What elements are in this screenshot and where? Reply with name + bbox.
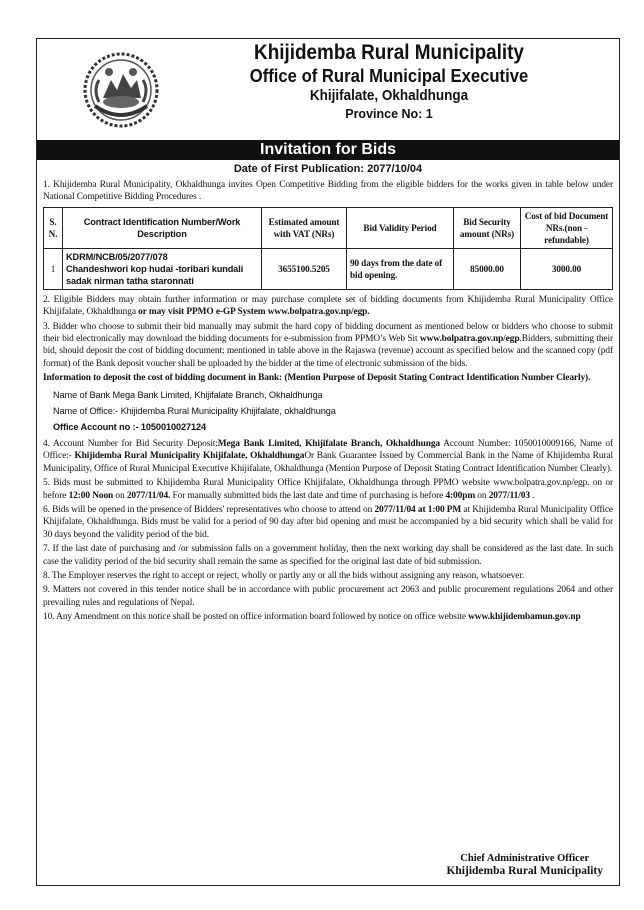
bank-name: Name of Bank Mega Bank Limited, Khijifalate Branch, Okhaldhunga [53, 389, 323, 400]
website-link[interactable]: www.khijidembamun.gov.np [468, 612, 581, 623]
item-4-text: 4. Account Number for Bid Security Deposit: [43, 438, 218, 449]
bids-table [43, 207, 613, 290]
deposit-info-heading: Information to deposit the cost of bidding document in Bank: (Mention Purpose of Deposit Stating Contract Identification Number Clearly). [43, 373, 591, 384]
notice-frame [36, 38, 620, 886]
item-5-on2: on [475, 490, 489, 501]
notice-body [43, 179, 613, 626]
table-row [44, 248, 613, 289]
cell-sn: 1 [44, 248, 63, 289]
cell-cost: 3000.00 [521, 248, 613, 289]
province: Province No: 1 [345, 107, 433, 121]
item-5-manual: For manually submitted bids the last date and time of purchasing is before [170, 490, 446, 501]
item-4-rest: Or Bank Guarantee Issued by Commercial Bank in the Name of Khijidemba Rural Municipality, Office of Rural Municipal Executive Khijifalate, Okhaldhunga (Mention Purpose of Deposit Stating Contract Identification Number Clearly). [43, 451, 614, 474]
table-header-row [44, 207, 613, 248]
contract-id: KDRM/NCB/05/2077/078 [66, 251, 168, 262]
publication-date: Date of First Publication: 2077/10/04 [233, 163, 423, 175]
item-2 [43, 294, 613, 319]
office-name-line: Name of Office:- Khijidemba Rural Municipality Khijifalate, okhaldhunga [53, 406, 336, 417]
notice-banner: Invitation for Bids [37, 140, 619, 160]
item-5-end: . [529, 490, 535, 501]
item-5-text: 5. Bids must be submitted to Khijidemba Rural Municipality Office Khijifalate, Okhaldhunga through PPMO website www.bolpatra.gov.np/egp. on or before [43, 478, 613, 501]
signature-block [446, 853, 603, 877]
office-name: Office of Rural Municipal Executive [249, 65, 529, 86]
item-8: 8. The Employer reserves the right to accept or reject, wholly or partly any or all the bids without assigning any reason, whatsoever. [43, 570, 525, 581]
municipality-name: Khijidemba Rural Municipality [254, 41, 524, 64]
nepal-emblem-icon [81, 50, 161, 130]
item-3-text: 3. Bidder who choose to submit their bid manually may submit the hard copy of bidding document as mentioned below or bidders who choose to submit their bid electronically may download the bidding documents for e-submission from PPMO’s Web Sit [43, 321, 613, 345]
item-7: 7. If the last date of purchasing and /or submission falls on a government holiday, then the next working day shall be considered as the last date. In such case the validity period of the bid security shall remain the same as specified for the original last date of bid submission. [43, 544, 613, 567]
item-5-date: 2077/11/04. [126, 490, 171, 501]
egp-link[interactable]: or may visit PPMO e-GP System www.bolpatra.gov.np/egp. [138, 307, 370, 318]
cell-contract [63, 248, 262, 289]
item-5-date2: 2077/11/03 [488, 490, 530, 501]
office-account: Office Account no :- 1050010027124 [53, 422, 207, 433]
item-4 [43, 438, 613, 475]
item-6-opening: 2077/11/04 at 1:00 PM [374, 504, 462, 515]
header-validity: Bid Validity Period [347, 207, 454, 248]
signatory-title: Chief Administrative Officer [460, 853, 590, 864]
item-4-account: Account Number: 1050010009166, Name of Office:- [43, 438, 613, 462]
item-5-time2: 4:00pm [445, 490, 476, 501]
item-6-text: 6. Bids will be opened in the presence of Bidders' representatives who choose to attend on [43, 504, 375, 515]
item-9: 9. Matters not covered in this tender notice shall be in accordance with public procurement act 2063 and public procurement regulations 2064 and other prevailing rules and regulations of Nepal. [43, 585, 613, 608]
intro-paragraph: 1. Khijidemba Rural Municipality, Okhaldhunga invites Open Competitive Bidding from the eligible bidders for the works given in table below under National Competitive Bidding Procedures . [43, 180, 613, 203]
header [37, 39, 619, 139]
signatory-org: Khijidemba Rural Municipality [446, 865, 603, 877]
cell-estimate: 3655100.5205 [262, 248, 347, 289]
header-contract: Contract Identification Number/Work Description [63, 207, 262, 248]
bolpatra-link[interactable]: www.bolpatra.gov.np/egp [419, 334, 520, 345]
header-titles [167, 41, 611, 122]
header-estimate: Estimated amount with VAT (NRs) [262, 207, 347, 248]
header-security: Bid Security amount (NRs) [454, 207, 521, 248]
item-5-time: 12:00 Noon [68, 490, 114, 501]
work-description: Chandeshwori kop hudai -toribari kundali sadak nirman tatha staronnati [66, 263, 244, 286]
item-5-on: on [113, 490, 127, 501]
item-2-text: 2. Eligible Bidders may obtain further information or may purchase complete set of bidding documents from Khijidemba Rural Municipality Office Khijifalate, Okhaldhunga [43, 294, 613, 318]
item-6-rest: at Khijidemba Rural Municipality Office Khijifalate, Okhaldhunga. Bids must be valid for a period of 90 day after bid opening and must be accompanied by a bid security which shall be valid for 30 days beyond the validity period of the bid. [43, 504, 613, 540]
item-3 [43, 321, 613, 371]
item-5 [43, 477, 613, 502]
item-4-bank: Mega Bank Limited, Khijifalate Branch, Okhaldhunga [217, 438, 441, 449]
item-6 [43, 504, 613, 541]
cell-security: 85000.00 [454, 248, 521, 289]
item-3-text-rest: .Bidders, submitting their bid, should deposit the cost of bidding document; mentioned in table above in the Rajaswa (revenue) account as specified below and the scanned copy (pdf format) of the Bank deposit voucher shall be uploaded by the bidder at the time of electronic submission of the bids. [43, 334, 613, 369]
office-address: Khijifalate, Okhaldhunga [309, 87, 469, 104]
cell-validity: 90 days from the date of bid opening. [347, 248, 454, 289]
item-4-office: Khijidemba Rural Municipality Khijifalate, Okhaldhunga [74, 451, 305, 462]
header-sn: S. N. [44, 207, 63, 248]
item-10 [43, 611, 613, 623]
item-10-text: 10. Any Amendment on this notice shall be posted on office information board followed by notice on office website [43, 612, 469, 623]
header-cost: Cost of bid Document NRs.(non -refundable) [521, 207, 613, 248]
